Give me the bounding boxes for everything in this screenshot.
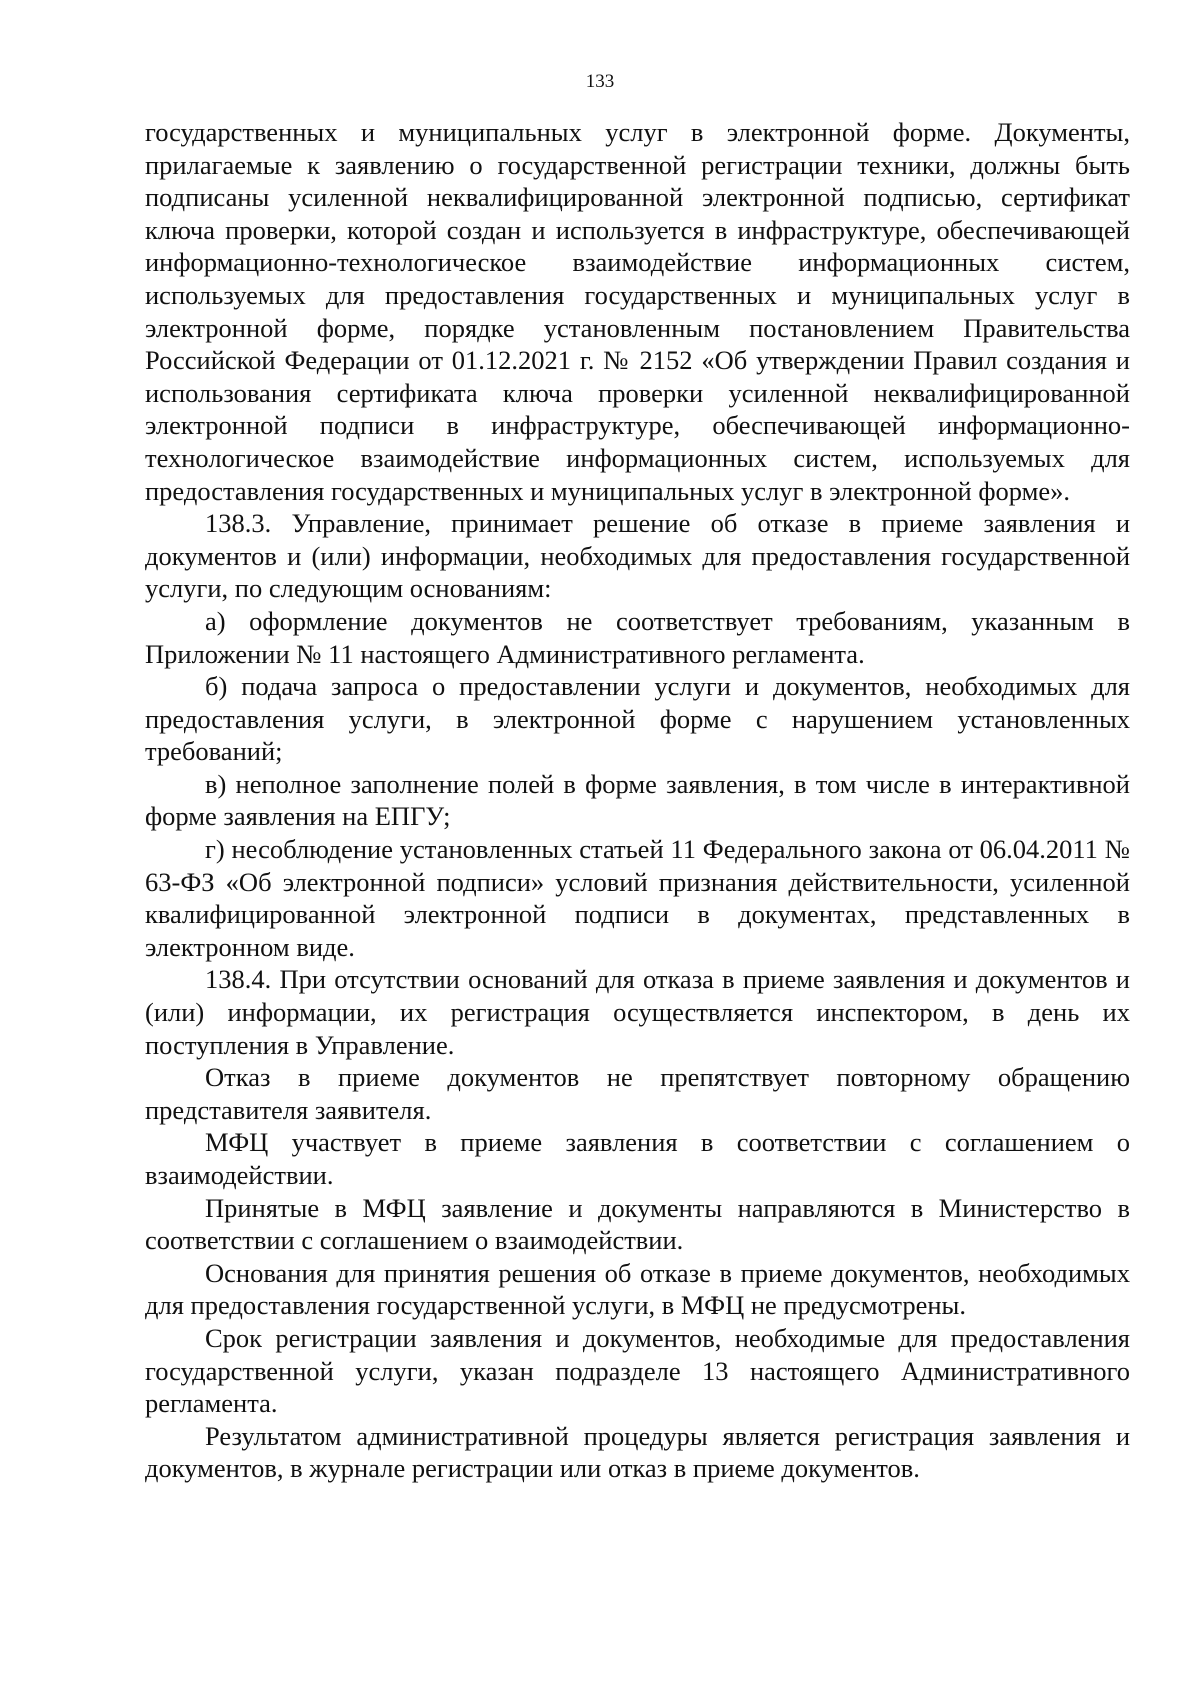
list-item-g: г) несоблюдение установленных статьей 11 Федерального закона от 06.04.2011 № 63-ФЗ «Об электронной подписи» условий признания действительности, усиленной квалифицированной электронной подписи в документах, представленных в электронном виде.: [145, 834, 1130, 962]
document-body: [145, 116, 1130, 1485]
list-item-b: б) подача запроса о предоставлении услуги и документов, необходимых для предоставления услуги, в электронной форме с нарушением установленных требований;: [145, 671, 1130, 767]
page-number: 133: [585, 71, 615, 92]
paragraph-mfc-documents: Принятые в МФЦ заявление и документы направляются в Министерство в соответствии с соглашением о взаимодействии.: [145, 1192, 1130, 1256]
paragraph-registration-term: Срок регистрации заявления и документов, необходимые для предоставления государственной услуги, указан подразделе 13 настоящего Административного регламента.: [145, 1322, 1130, 1419]
paragraph-refusal: Отказ в приеме документов не препятствует повторному обращению представителя заявителя.: [145, 1062, 1130, 1125]
paragraph-138-3: 138.3. Управление, принимает решение об отказе в приеме заявления и документов и (или) информации, необходимых для предоставления государственной услуги, по следующим основаниям:: [145, 508, 1130, 604]
list-item-a: а) оформление документов не соответствует требованиям, указанным в Приложении № 11 настоящего Административного регламента.: [145, 605, 1130, 669]
paragraph-mfc-participation: МФЦ участвует в приеме заявления в соответствии с соглашением о взаимодействии.: [145, 1127, 1130, 1190]
list-item-v: в) неполное заполнение полей в форме заявления, в том числе в интерактивной форме заявления на ЕПГУ;: [145, 768, 1130, 832]
paragraph-grounds: Основания для принятия решения об отказе в приеме документов, необходимых для предоставления государственной услуги, в МФЦ не предусмотрены.: [145, 1257, 1130, 1321]
paragraph-result: Результатом административной процедуры является регистрация заявления и документов, в журнале регистрации или отказ в приеме документов.: [145, 1420, 1130, 1484]
paragraph-138-4: 138.4. При отсутствии оснований для отказа в приеме заявления и документов и (или) информации, их регистрация осуществляется инспектором, в день их поступления в Управление.: [145, 964, 1130, 1060]
paragraph-continuation: государственных и муниципальных услуг в электронной форме. Документы, прилагаемые к заявлению о государственной регистрации техники, должны быть подписаны усиленной неквалифицированной электронной подписью, сертификат ключа проверки, которой создан и используется в инфраструктуре, обеспечивающей информационно-технологическое взаимодействие информационных систем, используемых для предоставления государственных и муниципальных услуг в электронной форме, порядке установленным постановлением Правительства Российской Федерации от 01.12.2021 г. № 2152 «Об утверждении Правил создания и использования сертификата ключа проверки усиленной неквалифицированной электронной подписи в инфраструктуре, обеспечивающей информационно-технологическое взаимодействие информационных систем, используемых для предоставления государственных и муниципальных услуг в электронной форме».: [145, 117, 1130, 506]
